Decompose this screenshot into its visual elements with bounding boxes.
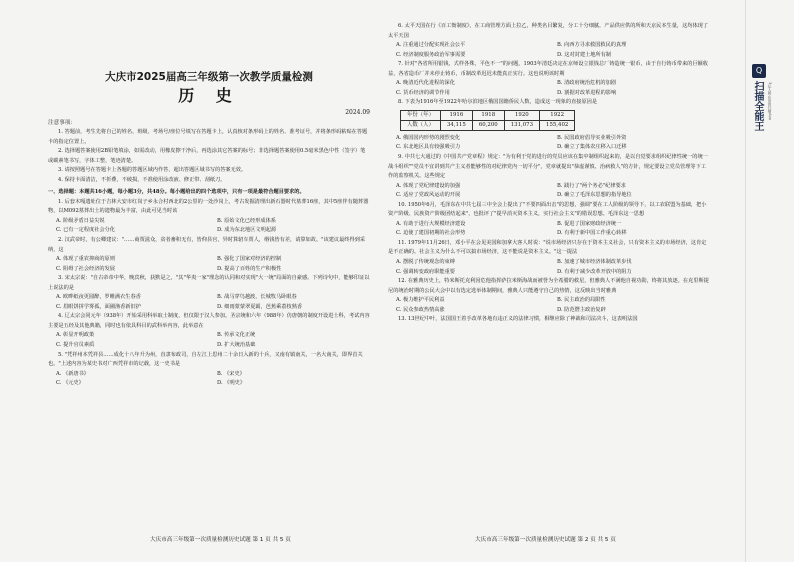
answer-option: A. 俄国国内形势的剧烈变化 — [396, 134, 461, 141]
page-footer-1: 大庆市高三年级第一次质量检测历史试题 第 1 页 共 5 页 — [150, 537, 291, 543]
table-header-cell: 1922 — [540, 110, 575, 120]
question-stem: 7. 针对"各省所用银钱，式样各殊，平色不一"的问题，1903年清廷决定在京师设立银钱总厂铸造统一银币，由于自行铸币带来的巨额收益，各省造币厂并未停止铸币，币制改革迟迟未能真正实行。这也说明该时期 — [388, 61, 708, 77]
answer-option: B. 强化了国家对经济的控制 — [217, 256, 282, 263]
answer-option: B. 传承文化正统 — [217, 332, 256, 339]
table-cell: 131,073 — [504, 120, 539, 130]
question-stem: 12. 在雅典历史上，特米斯托克利因危他指挥萨拉米斯海战而被誉为全希腊的救星，但雅典人不满他自视功勋，终将其放逐。在克里斯提尼的统治时期的公民大会中以有选定选举体制期间，雅典人只能遵守自己的热情，这反映出当时雅典 — [388, 278, 709, 294]
table-header-cell: 1920 — [504, 110, 539, 120]
question-stem: 1. 后套木嘎遗址位于吉林大安市红岗子乡永合村西北的2公里的一处沙岗上，考古发掘清理出新石器时代墓葬16座，其中5座伴有随葬器物，以M092墓葬出土的遗物最为丰富，由此可见当时该 — [48, 198, 369, 215]
question-stem: 6. 太平天国在行《百工衙制度》，在工商管理方面上拉乙，种类名目繁复，分工十分细腻，产品供应供的所和天京民本生量，这均体现了太平天国 — [388, 23, 709, 39]
question-stem: 10. 1950年6月，毛泽东在中共七届三中全会上提出了"不要四面出击"的思想，强调"要在工人阶级的领导下，以工农联盟为基础，把小资产阶级、民族资产阶级团结起来"，也批评了"提早消灭资本主义，实行社会主义"的错误思想。毛泽东这一思想 — [388, 201, 707, 218]
answer-option: A. 有助于进行大规模经济建设 — [396, 220, 466, 227]
question-options — [388, 79, 710, 98]
answer-option: D. 确立了毛泽东思想的指导地位 — [557, 192, 632, 199]
answer-option: B. 向西方寻求救国救民的真理 — [557, 42, 627, 49]
answer-option: C. 强调转变政府职能重要 — [396, 268, 455, 275]
question-options — [388, 134, 710, 153]
question-options — [48, 370, 370, 389]
answer-option: B. 践行了"两个务必"纪律要求 — [557, 182, 626, 189]
question-stem: 2. 汉武帝时，有公卿建议："……商贾滋众，贫者畜积无有，皆仰县官，异时算轺车贾人，缗钱皆有差，请算如故。"该建议最终得到采纳，这 — [48, 237, 366, 253]
answer-option: C. 迫使了建国初期的社会形势 — [396, 230, 466, 237]
answer-option: A. 阶级矛盾日益尖锐 — [56, 217, 105, 224]
page-1 — [48, 22, 370, 389]
scanner-slogan: 3亿人都在用的扫描App — [768, 82, 772, 121]
question-options — [388, 220, 710, 239]
notice-item: 1. 答题前，考生先将自己的姓名、班级、考场号/座位号填写在答题卡上，认真核对条形码上的姓名、准考证号，并将条形码粘贴在答题卡的指定位置上。 — [48, 129, 368, 145]
scanner-watermark — [750, 64, 780, 131]
answer-option: D. 防范僭主政治复辟 — [557, 306, 606, 313]
answer-option: B. 清政府统治危机的加剧 — [557, 80, 616, 87]
question-stem: 3. 宋太宗说："自古帝帝中华，晚宾秋，获默是之，"其"华夷一家"理念的认同和对实现"大一统"局面的自豪感。下列诗句中，能够印证以上说法的是 — [48, 275, 370, 291]
table-cell: 人数（人） — [401, 120, 441, 130]
answer-option: D. 扩大统治基础 — [217, 342, 256, 349]
answer-option: D. 提高了百姓的生产积极性 — [217, 265, 282, 272]
section-heading: 一、选择题：本题共16小题，每小题3分，共48分。每小题给出的四个选项中，只有一项是最符合题目要求的。 — [48, 189, 305, 196]
scanner-logo-icon: Q — [752, 64, 766, 78]
question-stem: 9. 中共七大通过的《中国共产党章程》规定："为有利于党的进行的党员应该在集中制组织起来的，是以自觉要求组织纪律性统一的统一战斗组织""党员不宜讲到共产主义者能够性的对纪律党内一切平分"，党章就提出"恭虚谨慎、治病救人"的方针，规定要设立党员管理等下工作的监察机关。这些规定 — [388, 154, 708, 180]
notice-item: 2. 选择题答案使用2B铅笔填涂，如需改动，用橡皮擦干净后，再选涂其它答案的标号；非选择题答案使用0.5毫米黑色中性（签字）笔或碳素笔书写，字体工整，笔迹清楚。 — [48, 148, 366, 164]
answer-option: A. 欧畔纸夜更圆醉，罗帷满衣生春香 — [56, 294, 141, 301]
answer-option: C. 东北地区具有较强吸引力 — [396, 144, 461, 151]
answer-option: C. 阻碍了社会经济的发展 — [56, 265, 115, 272]
question-stem: 8. 下表为1916年至1922年哈尔滨地区俄国国籍侨民人数，造成这一现象的直接原因是 — [398, 99, 598, 106]
notice-heading: 注意事项： — [48, 120, 76, 126]
question-stem: 11. 1979年11月26日，邓小平在会见美国和加拿大客人时说："说市场经济只存在于资本主义社会，只有资本主义的市场经济，这肯定是不正确的。社会主义为什么不可以搞市场经济，这不能说是资本主义。"这一提法 — [388, 239, 707, 256]
page-footer-2: 大庆市高三年级第一次质量检测历史试题 第 2 页 共 5 页 — [475, 537, 616, 543]
answer-option: B. 战马穿鸟越渡，长城牧马卧眼春 — [217, 294, 297, 301]
question-options — [48, 293, 370, 312]
answer-option: A. 注重通过分配实现社会公平 — [396, 42, 466, 49]
table-header-cell: 1918 — [472, 110, 504, 120]
answer-option: A. 体现了重农抑商的原则 — [56, 256, 115, 263]
answer-option: A. 摆脱了传统观念的束缚 — [396, 259, 455, 266]
answer-option: C. 眉眼饼拼学雾孤，面圃渔香新旧护 — [56, 303, 141, 310]
notice-item: 4. 保持卡面清洁，不折叠，不破损，不准使用涂改液、修正带、刮纸刀。 — [58, 176, 226, 183]
answer-option: D. 成为东北地区文明起源 — [217, 227, 277, 234]
answer-option: D. 确立了集体农庄移入口迁移 — [557, 144, 627, 151]
notice-item: 3. 请按照题号在答题卡上各题的答题区域内作答，超出答题区域书写的答案无效。 — [58, 167, 247, 174]
question-options — [48, 217, 370, 236]
answer-option: B. 民国政府倡导实业吸引外资 — [557, 134, 627, 141]
table-cell: 60,200 — [472, 120, 504, 130]
answer-option: A. 体现了党纪律建设的加强 — [396, 182, 461, 189]
answer-option: B. 促进了国家财政经济统一 — [557, 220, 622, 227]
answer-option: C. 已有一定程度社会分化 — [56, 227, 115, 234]
answer-option: C. 提升官员素质 — [56, 342, 95, 349]
page-edge-divider — [745, 0, 746, 562]
answer-option: D. 有利于新中国工作重心转移 — [557, 230, 627, 237]
answer-option: A. 《新唐书》 — [56, 370, 89, 377]
table-header-row — [401, 110, 575, 120]
answer-option: D. 细雨蒙蒙翠夏霸，芭蕉乘荔枝熟香 — [217, 303, 303, 310]
table-header-cell: 1916 — [440, 110, 472, 120]
question-options — [388, 182, 710, 201]
question-stem: 5. "凭祥州本凭祥县……成化十八年升为州，直隶布政司，自左江上思州二十余日入新的十兵，又南有镇南关，一名大南关，即界首关也。"上述内容为某史书对广西凭祥市的记载，这一史书是 — [48, 351, 363, 368]
question-options — [388, 41, 710, 60]
question-list-left — [48, 198, 370, 389]
table-header-cell: 年份（年） — [401, 110, 441, 120]
answer-option: C. 《元史》 — [56, 380, 84, 387]
question-options — [388, 296, 710, 315]
exam-title: 大庆市2025届高三年级第一次教学质量检测 — [105, 71, 313, 83]
subject-title: 历 史 — [178, 86, 240, 105]
question-stem: 13. 13世纪中叶，法国国王着手改革各地有违正义的法律习惯，相继应除了神裁和司法决斗，这表明法国 — [398, 316, 638, 323]
table-cell: 155,402 — [540, 120, 575, 130]
answer-option: C. 经济制度服务政治军事需要 — [396, 51, 466, 58]
answer-option: A. 彰显开明政策 — [56, 332, 95, 339]
answer-option: D. 这对封建土地所有制 — [557, 51, 611, 58]
table-row — [401, 120, 575, 130]
answer-option: D. 割据对改革进程的影响 — [557, 89, 617, 96]
table-cell: 34,115 — [440, 120, 472, 130]
answer-option: D. 《明史》 — [217, 380, 246, 387]
scanner-brand: 扫描全能王 — [752, 81, 763, 131]
answer-option: B. 民主政治的局限性 — [557, 297, 606, 304]
answer-option: B. 加速了城市经济体制改革步伐 — [557, 259, 632, 266]
question-list-right — [388, 22, 710, 325]
question-options — [388, 258, 710, 277]
answer-option: A. 晚清近代化进程的深化 — [396, 80, 455, 87]
page-2 — [388, 22, 710, 325]
answer-option: C. 民众参政热情高涨 — [396, 306, 445, 313]
answer-option: C. 适应了党政风运动的开展 — [396, 192, 461, 199]
answer-option: D. 有利于减少改革开放中的阻力 — [557, 268, 632, 275]
question-options — [48, 331, 370, 350]
answer-option: C. 货币经济的调节作用 — [396, 89, 450, 96]
exam-date: 2024.09 — [345, 109, 370, 116]
answer-option: A. 极力维护平民利益 — [396, 297, 445, 304]
data-table — [400, 110, 575, 131]
question-options — [48, 255, 370, 274]
answer-option: B. 《宋史》 — [217, 370, 245, 377]
question-stem: 4. 辽太宗会同元年（938年）开始采用科举取士制度，但仅限于汉人参加。圣宗统和六年（988年）仿唐朝的制度开设进士科，考试内容主要是五经及其他典籍，同时也有依具科目的武科举内容，此举意在 — [48, 313, 370, 329]
answer-option: B. 原始文化已经形成体系 — [217, 217, 276, 224]
